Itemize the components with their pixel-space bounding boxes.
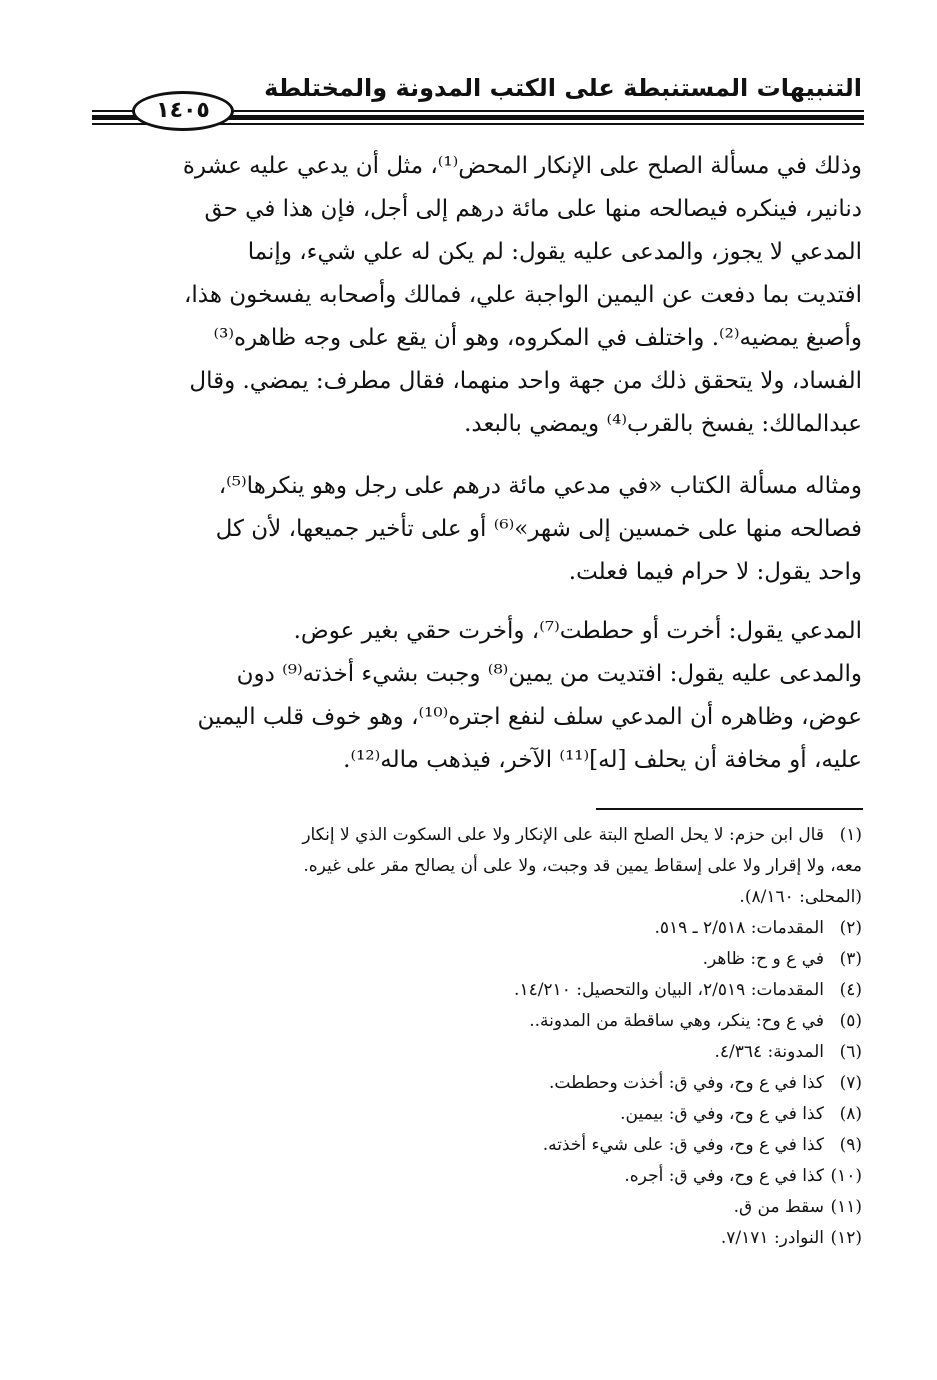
footnote-text: معه، ولا إقرار ولا على إسقاط يمين قد وجبت، ولا على أن يصالح مقر على غيره. (303, 856, 862, 876)
footnote-number: (٨) (839, 1104, 862, 1124)
text-line: دنانير، فينكره فيصالحه منها على مائة درهم إلى أجل، فإن هذا في حق (204, 196, 862, 222)
footnote (72, 1068, 862, 1099)
running-title: التنبيهات المستنبطة على الكتب المدونة والمختلطة (264, 74, 862, 102)
footnote (72, 1130, 862, 1161)
text-line: عوض، وظاهره أن المدعي سلف لنفع اجتره⁽¹⁰⁾، وهو خوف قلب اليمين (197, 704, 862, 730)
footnote (72, 1192, 862, 1223)
footnote-number: (٩) (839, 1135, 862, 1155)
footnote (72, 1099, 862, 1130)
paragraph-3 (74, 610, 862, 782)
text-line: وذلك في مسألة الصلح على الإنكار المحض⁽¹⁾، مثل أن يدعي عليه عشرة (182, 153, 862, 179)
footnote-number: (١٢) (830, 1228, 862, 1248)
footnote-separator (596, 808, 863, 810)
footnote-text: (المحلى: ٨/١٦٠). (739, 887, 862, 907)
paragraph-2 (74, 465, 862, 594)
footnote (72, 1223, 862, 1254)
footnote (72, 913, 862, 944)
footnote (72, 820, 862, 851)
text-line: فصالحه منها على خمسين إلى شهر»⁽⁶⁾ أو على تأخير جميعها، لأن كل (215, 516, 862, 542)
footnote-text: المدونة: ٤/٣٦٤. (714, 1042, 824, 1062)
footnote-text: كذا في ع وح، وفي ق: على شيء أخذته. (542, 1135, 824, 1155)
header-rule (92, 90, 864, 130)
footnote-number: (٢) (839, 918, 862, 938)
footnote-text: كذا في ع وح، وفي ق: بيمين. (620, 1104, 824, 1124)
footnote (72, 1037, 862, 1068)
footnote (72, 1161, 862, 1192)
footnote-number: (١٠) (830, 1166, 862, 1186)
footnote-text: في ع وح: ينكر، وهي ساقطة من المدونة.. (529, 1011, 824, 1031)
footnote-text: المقدمات: ٢/٥١٨ ـ ٥١٩. (654, 918, 824, 938)
page-number: ١٤٠٥ (132, 91, 234, 131)
footnote-number: (٧) (839, 1073, 862, 1093)
footnotes (72, 820, 862, 1254)
text-line: عليه، أو مخافة أن يحلف [له]⁽¹¹⁾ الآخر، فيذهب ماله⁽¹²⁾. (343, 747, 862, 773)
text-line: والمدعى عليه يقول: افتديت من يمين⁽⁸⁾ وجبت بشيء أخذته⁽⁹⁾ دون (236, 661, 862, 687)
footnote-text: المقدمات: ٢/٥١٩، البيان والتحصيل: ١٤/٢١٠. (514, 980, 824, 1000)
footnote-number: (٤) (839, 980, 862, 1000)
footnote-text: في ع و ح: ظاهر. (702, 949, 824, 969)
footnote-number: (١١) (830, 1197, 862, 1217)
paragraph-1 (74, 145, 862, 446)
text-line: واحد يقول: لا حرام فيما فعلت. (568, 559, 862, 585)
text-line: وأصبغ يمضيه⁽²⁾. واختلف في المكروه، وهو أن يقع على وجه ظاهره⁽³⁾ (213, 325, 862, 351)
footnote-text: النوادر: ٧/١٧١. (720, 1228, 824, 1248)
footnote (72, 1006, 862, 1037)
footnote-text: قال ابن حزم: لا يحل الصلح البتة على الإنكار ولا على السكوت الذي لا إنكار (302, 825, 824, 845)
text-line: ومثاله مسألة الكتاب «في مدعي مائة درهم على رجل وهو ينكرها⁽⁵⁾، (218, 473, 862, 499)
footnote-text: كذا في ع وح، وفي ق: أجره. (624, 1166, 824, 1186)
footnote-number: (١) (839, 825, 862, 845)
footnote-number: (٥) (839, 1011, 862, 1031)
text-line: الفساد، ولا يتحقق ذلك من جهة واحد منهما، فقال مطرف: يمضي. وقال (189, 368, 862, 394)
footnote (72, 975, 862, 1006)
footnote-number: (٦) (839, 1042, 862, 1062)
footnote-number: (٣) (839, 949, 862, 969)
footnote-text: كذا في ع وح، وفي ق: أخذت وحططت. (549, 1073, 824, 1093)
footnote (72, 944, 862, 975)
text-line: المدعي يقول: أخرت أو حططت⁽⁷⁾، وأخرت حقي بغير عوض. (293, 618, 862, 644)
text-line: عبدالمالك: يفسخ بالقرب⁽⁴⁾ ويمضي بالبعد. (464, 411, 862, 437)
text-line: المدعي لا يجوز، والمدعى عليه يقول: لم يكن له علي شيء، وإنما (247, 239, 862, 265)
footnote-text: سقط من ق. (733, 1197, 824, 1217)
text-line: افتديت بما دفعت عن اليمين الواجبة علي، فمالك وأصحابه يفسخون هذا، (183, 282, 862, 308)
